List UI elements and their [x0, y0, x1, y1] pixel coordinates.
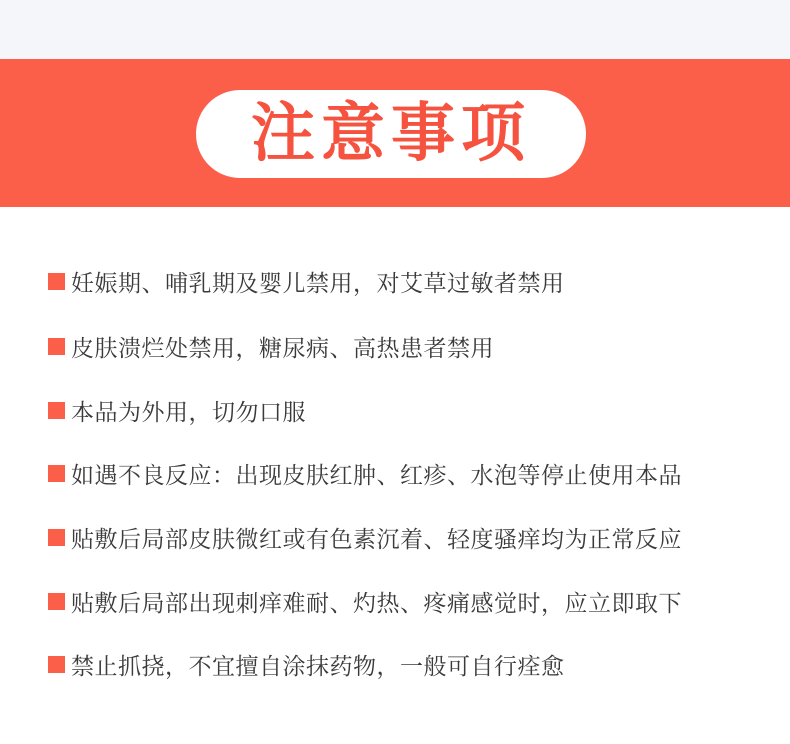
page-title: 注意事项 [251, 97, 531, 171]
note-item [48, 330, 494, 362]
square-bullet-icon [48, 529, 65, 546]
note-item [48, 457, 682, 489]
note-item [48, 265, 565, 297]
square-bullet-icon [48, 593, 65, 610]
note-item [48, 521, 682, 553]
title-pill [196, 90, 586, 178]
square-bullet-icon [48, 402, 65, 419]
note-text: 妊娠期、哺乳期及婴儿禁用，对艾草过敏者禁用 [71, 270, 565, 297]
note-item [48, 394, 306, 426]
note-text: 禁止抓挠，不宜擅自涂抹药物，一般可自行痊愈 [71, 653, 565, 680]
top-strip [0, 0, 790, 59]
note-text: 贴敷后局部皮肤微红或有色素沉着、轻度骚痒均为正常反应 [71, 526, 682, 553]
square-bullet-icon [48, 656, 65, 673]
square-bullet-icon [48, 273, 65, 290]
note-text: 本品为外用，切勿口服 [71, 399, 306, 426]
note-text: 皮肤溃烂处禁用，糖尿病、高热患者禁用 [71, 335, 494, 362]
note-text: 如遇不良反应：出现皮肤红肿、红疹、水泡等停止使用本品 [71, 462, 682, 489]
note-item [48, 648, 565, 680]
note-text: 贴敷后局部出现刺痒难耐、灼热、疼痛感觉时，应立即取下 [71, 590, 682, 617]
square-bullet-icon [48, 465, 65, 482]
note-item [48, 585, 682, 617]
square-bullet-icon [48, 338, 65, 355]
